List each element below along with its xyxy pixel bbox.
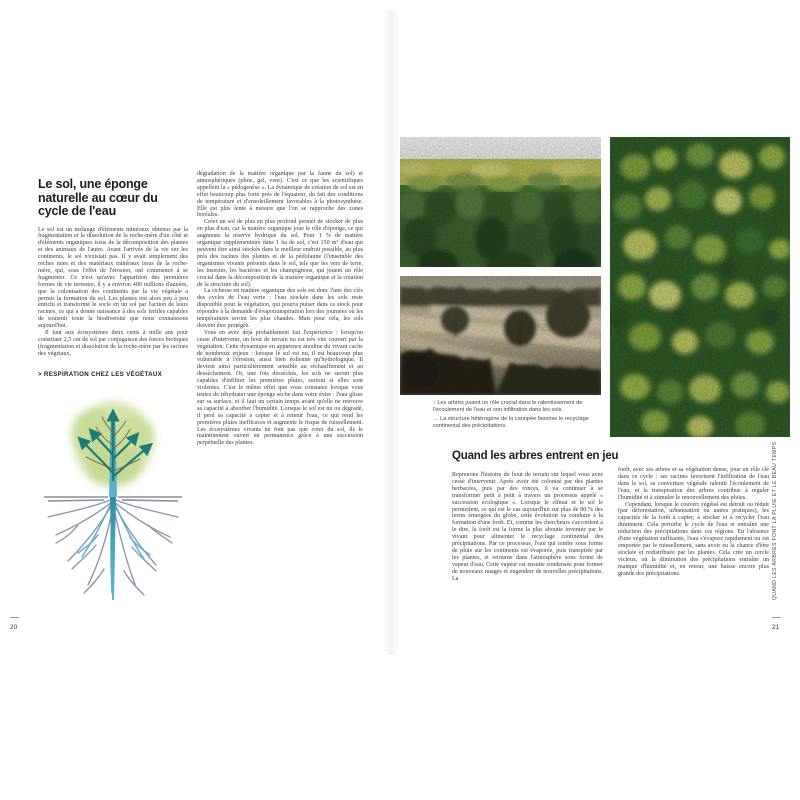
right-column-b [618,467,769,578]
page-number-rule [10,617,19,618]
paragraph: La richesse en matière organique des sols est donc l'une des clés des cycles de l'eau verte : l'eau stockée dans les sols reste disponible pour la végétation, qui pourra puiser dans ce stock pour répondre à la demande d'évapotranspiration lors des journées où les températures seront les plus chaudes. Mais pour cela, les sols doivent être protégés. [197,288,363,329]
section-subheading: > RESPIRATION CHEZ LES VÉGÉTAUX [38,370,163,378]
paragraph: Il faut aux écosystèmes deux cents à mille ans pour constituer 2,5 cm de sol par conjugaison des forces biotiques (fragmentation et dissolution de la roche-mère par les racines des végétaux, [38,330,188,357]
paragraph: Le sol est un mélange d'éléments minéraux obtenus par la fragmentation et la dissolution de la roche-mère d'un côté et d'éléments organiques issus de la décomposition des plantes et des animaux de l'autre. Avant l'arrivée de la vie sur les continents, le sol n'existait pas. Il y avait simplement des roches nues et des matériaux minéraux issus de la roche-mère, qui, sous l'effet de l'érosion, ont commencé à se fragmenter. Ce n'est qu'avec l'apparition des premières formes de vie terrestre, il y a environ 400 millions d'années, que la colonisation des continents par la vie végétale a permis la formation du sol. Les plantes ont alors peu à peu enrichi et transformé le socle en un sol par l'action de leurs racines, ce qui a donné naissance à des sols fertiles capables de soutenir toute la biodiversité que nous connaissons aujourd'hui. [38,226,188,330]
paragraph: Cependant, lorsque le couvert végétal est détruit ou réduit (par déforestation, urbanisation ou autres pratiques), les capacités de la forêt à capter, à stocker et à recycler l'eau diminuent. Cela perturbe le cycle de l'eau et entraîne une réduction des précipitations dans ces régions. En l'absence d'une végétation suffisante, l'eau s'évapore rapidement ou est emportée par le ruissellement, sans avoir eu la chance d'être stockée et redistribuée par les plantes. Cela crée un cercle vicieux, où la diminution des précipitations entraîne un manque d'humidité et, en retour, une baisse encore plus grande des précipitations. [618,501,769,577]
up-arrow-icon: ↑ [433,400,436,406]
photo-forest-vista [400,137,601,267]
paragraph: Reprenons l'histoire du bout de terrain sur lequel vous avez cessé d'intervenir. Après avoir été colonisé par des plantes herbacées, puis par des ronces, il va continuer à se transformer petit à petit à travers un processus appelé « succession écologique ». Lorsque le climat et le sol le permettent, ce qui est le cas aujourd'hui sur plus de 80 % des terres émergées du globe, cette évolution va conduire à la formation d'une forêt. Et, comme les chercheurs s'accordent à le dire, la forêt est la forme la plus aboutie inventée par le vivant pour alimenter le recyclage continental des précipitations. Par ce processus, l'eau qui tombe sous forme de pluie sur les continents est évaporée, puis transpirée par les plantes, et retourne dans l'atmosphère sous forme de vapeur d'eau. Cette vapeur est ensuite condensée pour former de nouveaux nuages et engendrer de nouvelles précipitations. La [452,472,603,582]
left-column-1 [38,178,188,612]
photo-captions [433,400,601,432]
page-number-right: 21 [772,617,781,631]
left-column-2 [197,171,363,447]
left-col1-body [38,227,188,358]
photo-aerial-canopy [610,137,790,437]
photo-misty-forest [400,276,601,395]
right-arrow-icon: → [433,416,439,422]
chapter-running-title: QUAND LES ARBRES FONT LA PLUIE ET LE BEAU TEMPS [772,441,778,600]
paragraph: Vous en avez déjà probablement fait l'expérience : lorsqu'on cesse d'intervenir, un bout de terrain nu est très vite couvert par la végétation. Cette dynamique en apparence anodine du vivant cache de nombreux enjeux : lorsque le sol est nu, il est beaucoup plus vulnérable à l'érosion, aussi bien éolienne qu'hydrologique. Il devient ainsi particulièrement sensible au réchauffement et au dessèchement. Or, une fois desséchés, les sols ne seront plus capables d'infiltrer les premières pluies, surtout si elles sont violentes. C'est le même effet que vous constatez lorsque vous tentez de réhydrater une éponge sèche dans votre évier : l'eau glisse sur sa surface, et il faut un certain temps avant qu'elle ne retrouve sa capacité à absorber l'humidité. Lorsque le sol est nu ou dégradé, il perd sa capacité à capter et à retenir l'eau, ce qui rend les premières pluies inefficaces et augmente le risque de ruissellement. Les écosystèmes vivants ne font pas que créer du sol, ils le maintiennent ouvert en permanence grâce à une succession perpétuelle des plantes. [197,329,363,447]
page-gutter-shadow [383,10,399,655]
page-number-left: 20 [10,617,19,631]
caption-up: ↑ Les arbres jouent un rôle crucial dans le ralentissement de l'écoulement de l'eau et son infiltration dans les sols. [433,400,583,413]
right-column-a [452,472,603,583]
paragraph: Créer un sol de plus en plus profond permet de stocker de plus en plus d'eau, car la matière organique joue le rôle d'éponge, ce qui augmente la réserve hydrique du sol. Pour 1 % de matière organique supplémentaire dans 1 ha de sol, c'est 150 m³ d'eau qui peuvent être ainsi stockés dans le meilleur endroit possible, au plus près des racines des plantes et de la pédofaune (l'ensemble des organismes vivants présents dans le sol, tels que les vers de terre, les insectes, les bactéries et les champignons, qui jouent un rôle crucial dans la décomposition de la matière organique et la création de la structure du sol). [197,219,363,288]
tree-water-cycle-illustration [38,385,188,607]
paragraph: dégradation de la matière organique par la faune du sol) et atmosphériques (pluie, gel, vent). C'est ce que les scientifiques appellent la « pédogenèse ». La dynamique de création de sol est en effet beaucoup plus forte près de l'équateur, du fait des conditions de température et d'ensoleillement favorables à la photosynthèse. Elle est plus lente à mesure que l'on se rapproche des zones boréales. [197,171,363,219]
page-number-rule [772,617,781,618]
left-page-title: Le sol, une éponge naturelle au cœur du cycle de l'eau [38,177,158,218]
caption-right: → La structure hétérogène de la canopée favorise le recyclage continental des précipitations. [433,416,589,429]
paragraph: forêt, avec ses arbres et sa végétation dense, joue un rôle clé dans ce cycle : ses racines favorisent l'infiltration de l'eau dans le sol, sa couverture végétale ralentit l'écoulement de l'eau, et la transpiration des arbres contribue à réguler l'humidité et à stimuler le renouvellement des pluies. [618,467,769,501]
right-page-title: Quand les arbres entrent en jeu [452,450,619,462]
